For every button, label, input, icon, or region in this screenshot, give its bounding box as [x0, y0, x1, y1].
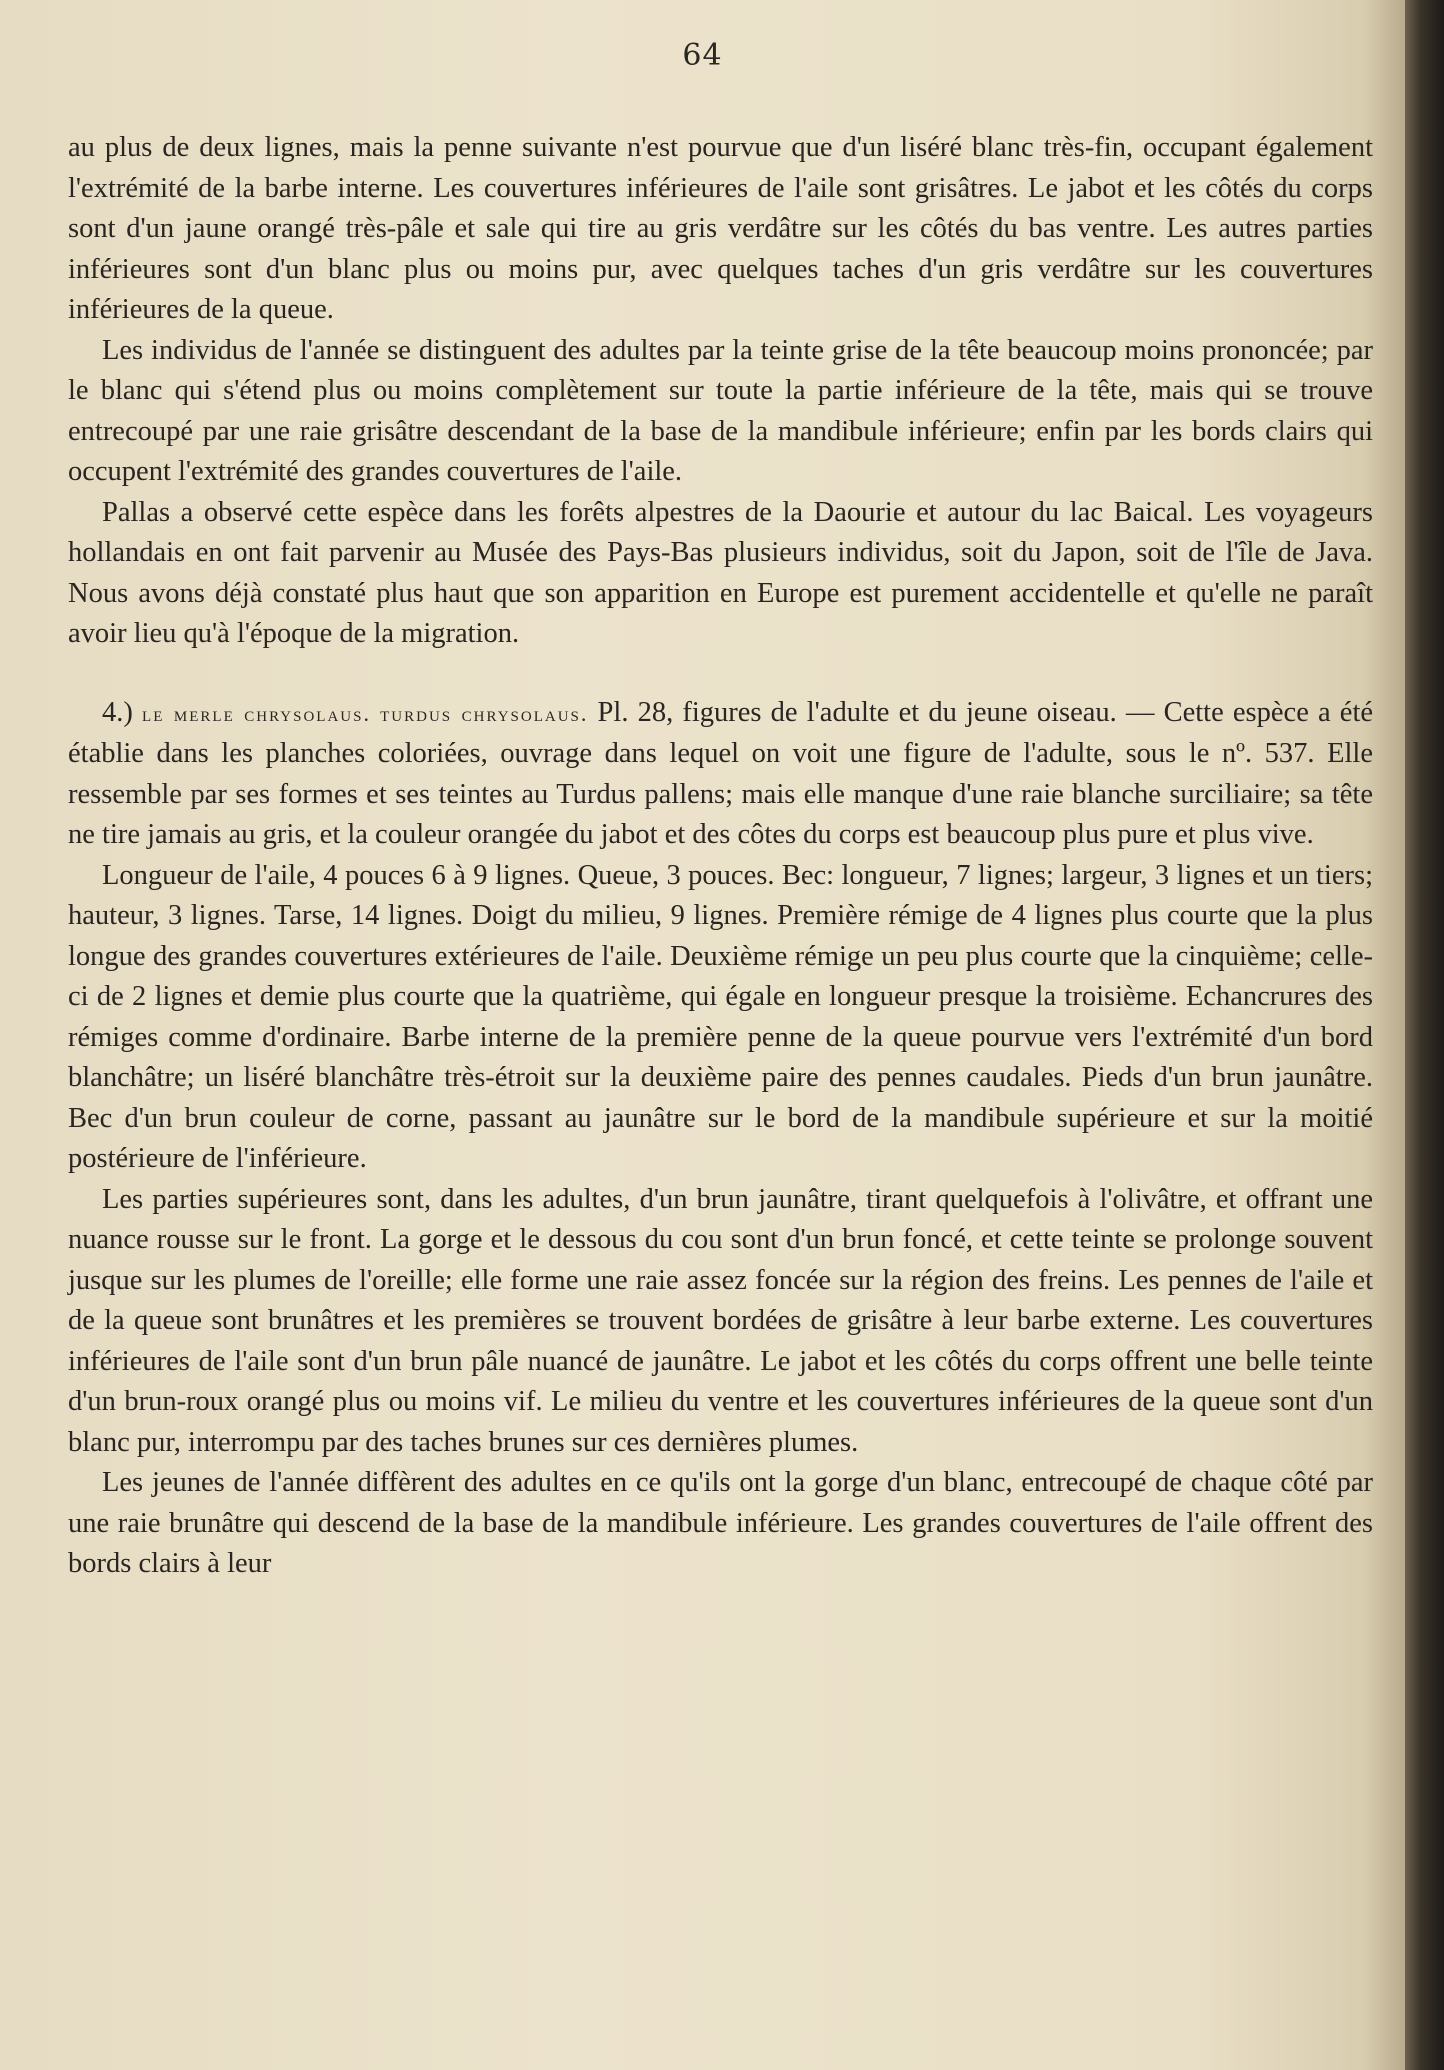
paragraph-5: Longueur de l'aile, 4 pouces 6 à 9 lignes. Queue, 3 pouces. Bec: longueur, 7 lignes; largeur, 3 lignes et un tiers; hauteur, 3 lignes. Tarse, 14 lignes. Doigt du milieu, 9 lignes. Première rémige de 4 lignes plus courte que la plus longue des grandes couvertures extérieures de l'aile. Deuxième rémige un peu plus courte que la cinquième; celle-ci de 2 lignes et demie plus courte que la quatrième, qui égale en longueur presque la troisième. Echancrures des rémiges comme d'ordinaire. Barbe interne de la première penne de la queue pourvue vers l'extrémité d'un bord blanchâtre; un liséré blanchâtre très-étroit sur la deuxième paire des pennes caudales. Pieds d'un brun jaunâtre. Bec d'un brun couleur de corne, passant au jaunâtre sur le bord de la mandibule supérieure et sur la moitié postérieure de l'inférieure. — [68, 859, 1373, 1174]
section-text: Pl. 28, figures de l'adulte et du jeune oiseau. — Cette espèce a été établie dans les planches coloriées, ouvrage dans lequel on voit une figure de l'adulte, sous le nº. 537. Elle ressemble par ses formes et ses teintes au Turdus pallens; mais elle manque d'une raie blanche surciliaire; sa tête ne tire jamais au gris, et la couleur orangée du jabot et des côtes du corps est beaucoup plus pure et plus vive. — [68, 696, 1374, 850]
section-title-latin: turdus chrysolaus. — [380, 700, 589, 726]
page-text — [68, 128, 1373, 1585]
paragraph-7: Les jeunes de l'année diffèrent des adultes en ce qu'ils ont la gorge d'un blanc, entrecoupé de chaque côté par une raie brunâtre qui descend de la base de la mandibule inférieure. Les grandes couvertures de l'aile offrent des bords clairs à leur — [68, 1467, 1373, 1579]
paragraph-1: au plus de deux lignes, mais la penne suivante n'est pourvue que d'un liséré blanc très-fin, occupant également l'extrémité de la barbe interne. Les couvertures inférieures de l'aile sont grisâtres. Le jabot et les côtés du corps sont d'un jaune orangé très-pâle et sale qui tire au gris verdâtre sur les côtés du bas ventre. Les autres parties inférieures sont d'un blanc plus ou moins pur, avec quelques taches d'un gris verdâtre sur les couvertures inférieures de la queue. — [68, 132, 1373, 325]
page-edge-shadow — [1405, 0, 1444, 2070]
section-heading-paragraph — [68, 693, 1373, 856]
paragraph-2: Les individus de l'année se distinguent des adultes par la teinte grise de la tête beaucoup moins prononcée; par le blanc qui s'étend plus ou moins complètement sur toute la partie inférieure de la tête, mais qui se trouve entrecoupé par une raie grisâtre descendant de la base de la mandibule inférieure; enfin par les bords clairs qui occupent l'extrémité des grandes couvertures de l'aile. — [68, 334, 1373, 487]
section-number: 4.) — [102, 696, 133, 728]
paragraph-3: Pallas a observé cette espèce dans les forêts alpestres de la Daourie et autour du lac Baical. Les voyageurs hollandais en ont fait parvenir au Musée des Pays-Bas plusieurs individus, soit du Japon, soit de l'île de Java. Nous avons déjà constaté plus haut que son apparition en Europe est purement accidentelle et qu'elle ne paraît avoir lieu qu'à l'époque de la migration. — [68, 496, 1373, 649]
section-title-french: le merle chrysolaus. — [142, 700, 371, 726]
page-number: 64 — [682, 38, 723, 73]
paragraph-6: Les parties supérieures sont, dans les adultes, d'un brun jaunâtre, tirant quelquefois à l'olivâtre, et offrant une nuance rousse sur le front. La gorge et le dessous du cou sont d'un brun foncé, et cette teinte se prolonge souvent jusque sur les plumes de l'oreille; elle forme une raie assez foncée sur la région des freins. Les pennes de l'aile et de la queue sont brunâtres et les premières se trouvent bordées de grisâtre à leur barbe externe. Les couvertures inférieures de l'aile sont d'un brun pâle nuancé de jaunâtre. Le jabot et les côtés du corps offrent une belle teinte d'un brun-roux orangé plus ou moins vif. Le milieu du ventre et les couvertures inférieures de la queue sont d'un blanc pur, interrompu par des taches brunes sur ces dernières plumes. — [68, 1183, 1373, 1458]
